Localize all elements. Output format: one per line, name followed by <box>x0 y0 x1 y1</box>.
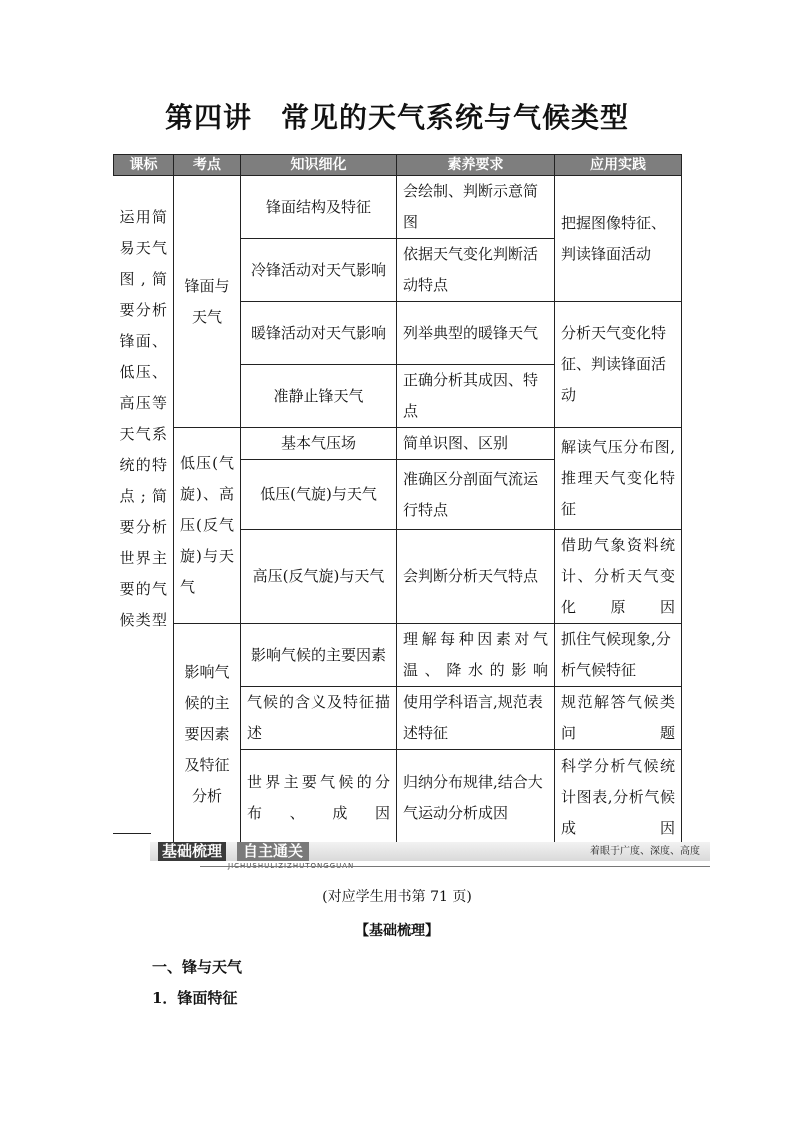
table-row <box>114 176 682 239</box>
knowledge-cell: 基本气压场 <box>241 428 397 460</box>
table-header-row <box>114 155 682 176</box>
literacy-cell: 正确分析其成因、特点 <box>397 365 555 428</box>
knowledge-cell: 暖锋活动对天气影响 <box>241 302 397 365</box>
literacy-cell: 使用学科语言,规范表述特征 <box>397 687 555 750</box>
literacy-cell: 会绘制、判断示意简图 <box>397 176 555 239</box>
literacy-cell: 简单识图、区别 <box>397 428 555 460</box>
literacy-cell: 准确区分剖面气流运行特点 <box>397 460 555 530</box>
heading-level-1: 一、锋与天气 <box>152 958 243 976</box>
section-banner <box>150 840 710 872</box>
practice-cell: 把握图像特征、判读锋面活动 <box>555 176 682 302</box>
table-row <box>114 624 682 687</box>
knowledge-cell: 气候的含义及特征描述 <box>241 687 397 750</box>
exam-point-cell: 锋面与天气 <box>174 176 241 428</box>
knowledge-cell: 准静止锋天气 <box>241 365 397 428</box>
table-end-rule <box>113 833 151 834</box>
section-marker: 【基础梳理】 <box>355 923 439 939</box>
course-standard-cell: 运用简易天气图,简要分析锋面、低压、高压等天气系统的特点;简要分析世界主要的气候类型 <box>114 176 174 846</box>
practice-cell: 解读气压分布图,推理天气变化特征 <box>555 428 682 530</box>
header-cell: 考点 <box>174 155 241 176</box>
knowledge-cell: 锋面结构及特征 <box>241 176 397 239</box>
page-title: 第四讲 常见的天气系统与气候类型 <box>164 101 629 134</box>
header-cell: 应用实践 <box>555 155 682 176</box>
practice-cell: 科学分析气候统计图表,分析气候成因 <box>555 750 682 846</box>
practice-cell: 借助气象资料统计、分析天气变化原因 <box>555 530 682 624</box>
banner-pinyin: JICHUSHULIZIZHUTONGGUAN <box>228 862 355 870</box>
banner-slogan: 着眼于广度、深度、高度 <box>590 846 700 857</box>
curriculum-table <box>113 154 682 846</box>
exam-point-cell: 影响气候的主要因素及特征分析 <box>174 624 241 846</box>
practice-cell: 抓住气候现象,分析气候特征 <box>555 624 682 687</box>
practice-cell: 分析天气变化特征、判读锋面活动 <box>555 302 682 428</box>
header-cell: 知识细化 <box>241 155 397 176</box>
knowledge-cell: 冷锋活动对天气影响 <box>241 239 397 302</box>
heading-level-2: 1．锋面特征 <box>152 989 238 1007</box>
page-reference: (对应学生用书第 71 页) <box>322 889 472 905</box>
banner-label-self-study: 自主通关 <box>237 842 309 861</box>
exam-point-cell: 低压(气旋)、高压(反气旋)与天气 <box>174 428 241 624</box>
header-cell: 素养要求 <box>397 155 555 176</box>
literacy-cell: 归纳分布规律,结合大气运动分析成因 <box>397 750 555 846</box>
literacy-cell: 列举典型的暖锋天气 <box>397 302 555 365</box>
knowledge-cell: 低压(气旋)与天气 <box>241 460 397 530</box>
knowledge-cell: 高压(反气旋)与天气 <box>241 530 397 624</box>
banner-underline <box>200 866 710 867</box>
literacy-cell: 会判断分析天气特点 <box>397 530 555 624</box>
literacy-cell: 依据天气变化判断活动特点 <box>397 239 555 302</box>
banner-label-basic: 基础梳理 <box>158 842 226 861</box>
knowledge-cell: 世界主要气候的分布、成因 <box>241 750 397 846</box>
practice-cell: 规范解答气候类问题 <box>555 687 682 750</box>
header-cell: 课标 <box>114 155 174 176</box>
literacy-cell: 理解每种因素对气温、降水的影响 <box>397 624 555 687</box>
table-row <box>114 428 682 460</box>
knowledge-cell: 影响气候的主要因素 <box>241 624 397 687</box>
